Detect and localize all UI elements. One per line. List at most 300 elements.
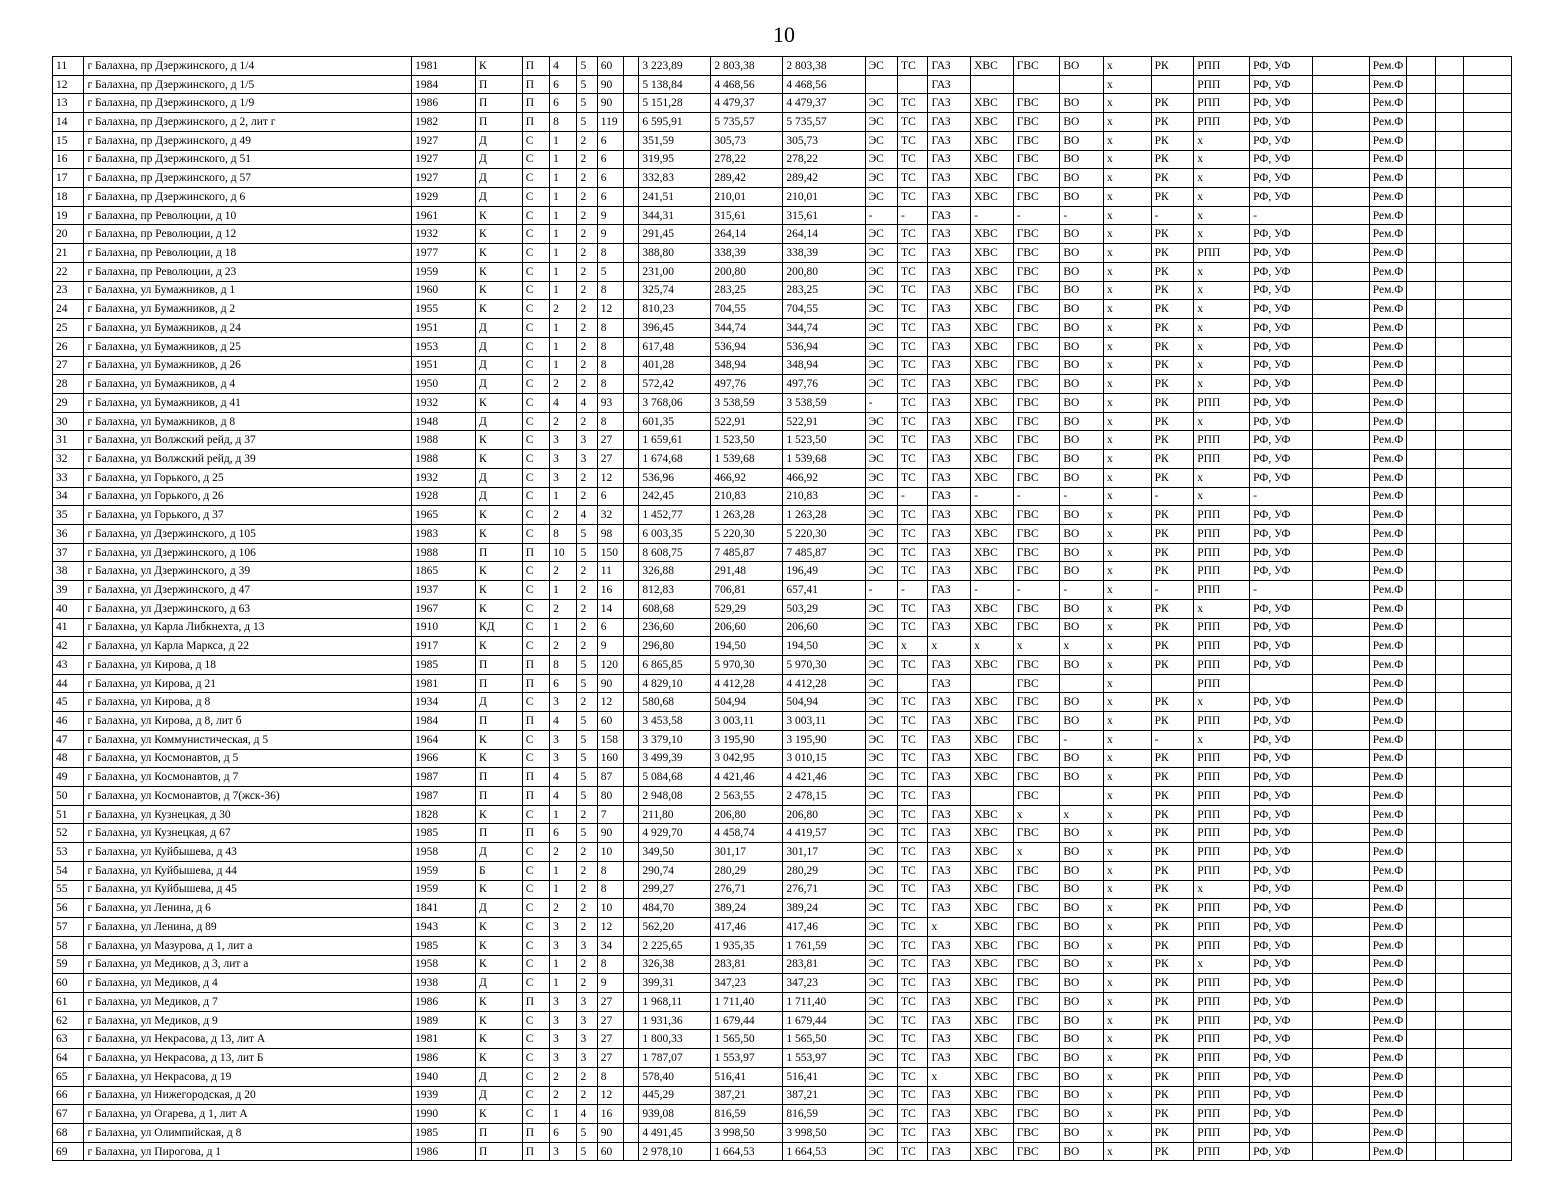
table-row	[53, 281, 1512, 300]
hot-water-cell: ГВС	[1013, 1030, 1060, 1049]
empty-cell	[1312, 749, 1369, 768]
year-cell: 1984	[412, 712, 476, 731]
electricity-cell: -	[865, 393, 897, 412]
empty-cell	[1312, 768, 1369, 787]
floors-cell: 2	[577, 244, 597, 263]
electricity-cell: ЭС	[865, 749, 897, 768]
living-area-cell: 280,29	[711, 861, 783, 880]
rf-uf-cell: РФ, УФ	[1250, 262, 1313, 281]
empty-cell	[1435, 768, 1463, 787]
empty-cell	[1407, 75, 1435, 94]
electricity-cell: ЭС	[865, 843, 897, 862]
year-cell: 1910	[412, 618, 476, 637]
empty-cell	[1312, 281, 1369, 300]
entrances-cell: 6	[550, 674, 577, 693]
address-cell: г Балахна, ул Мазурова, д 1, лит а	[84, 936, 412, 955]
empty-cell	[1312, 1142, 1369, 1161]
rf-uf-cell: -	[1250, 206, 1313, 225]
blank-cell	[624, 861, 639, 880]
address-cell: г Балахна, ул Медиков, д 4	[84, 974, 412, 993]
blank-cell	[624, 375, 639, 394]
rk-cell: РК	[1151, 431, 1194, 450]
table-row	[53, 356, 1512, 375]
empty-cell	[1435, 506, 1463, 525]
empty-cell	[1464, 861, 1512, 880]
row-number: 16	[53, 150, 84, 169]
hot-water-cell: -	[1013, 206, 1060, 225]
row-number: 68	[53, 1123, 84, 1142]
total-area-cell: 601,35	[639, 412, 711, 431]
electricity-cell: -	[865, 206, 897, 225]
type-cell: С	[522, 899, 549, 918]
drainage-cell	[1060, 674, 1104, 693]
address-cell: г Балахна, пр Революции, д 10	[84, 206, 412, 225]
blank-cell	[624, 169, 639, 188]
cold-water-cell: ХВС	[971, 300, 1014, 319]
empty-cell	[1464, 581, 1512, 600]
empty-cell	[1407, 113, 1435, 132]
entrances-cell: 1	[550, 244, 577, 263]
address-cell: г Балахна, ул Бумажников, д 1	[84, 281, 412, 300]
rpp-cell: РПП	[1194, 1086, 1250, 1105]
type-cell: С	[522, 506, 549, 525]
entrances-cell: 1	[550, 188, 577, 207]
rf-uf-cell: РФ, УФ	[1250, 918, 1313, 937]
cold-water-cell: ХВС	[971, 861, 1014, 880]
rem-f-cell: Рем.Ф	[1369, 487, 1407, 506]
entrances-cell: 1	[550, 880, 577, 899]
empty-cell	[1464, 618, 1512, 637]
rem-f-cell: Рем.Ф	[1369, 506, 1407, 525]
rk-cell: -	[1151, 581, 1194, 600]
total-area-cell: 401,28	[639, 356, 711, 375]
cold-water-cell: ХВС	[971, 319, 1014, 338]
table-row	[53, 1086, 1512, 1105]
marker-cell: х	[1103, 1030, 1151, 1049]
gas-cell: ГАЗ	[928, 431, 971, 450]
empty-cell	[1435, 562, 1463, 581]
hot-water-cell: ГВС	[1013, 674, 1060, 693]
living-area-cell: 4 412,28	[711, 674, 783, 693]
rk-cell: РК	[1151, 169, 1194, 188]
empty-cell	[1407, 375, 1435, 394]
floors-cell: 2	[577, 1067, 597, 1086]
wall-material-cell: К	[476, 637, 523, 656]
drainage-cell: ВО	[1060, 861, 1104, 880]
apartments-cell: 34	[597, 936, 623, 955]
living-area-cell: 5 735,57	[711, 113, 783, 132]
apartments-cell: 160	[597, 749, 623, 768]
blank-cell	[624, 131, 639, 150]
total-area-cell: 2 225,65	[639, 936, 711, 955]
gas-cell: ГАЗ	[928, 543, 971, 562]
rpp-cell: х	[1194, 300, 1250, 319]
empty-cell	[1312, 468, 1369, 487]
rem-f-cell: Рем.Ф	[1369, 150, 1407, 169]
type-cell: П	[522, 57, 549, 76]
rf-uf-cell: РФ, УФ	[1250, 150, 1313, 169]
marker-cell: х	[1103, 262, 1151, 281]
residential-area-cell: 206,60	[783, 618, 865, 637]
table-row	[53, 393, 1512, 412]
blank-cell	[624, 487, 639, 506]
residential-area-cell: 1 263,28	[783, 506, 865, 525]
type-cell: С	[522, 1105, 549, 1124]
table-row	[53, 656, 1512, 675]
rpp-cell: РПП	[1194, 562, 1250, 581]
type-cell: С	[522, 599, 549, 618]
apartments-cell: 9	[597, 974, 623, 993]
empty-cell	[1312, 581, 1369, 600]
year-cell: 1939	[412, 1086, 476, 1105]
rk-cell: РК	[1151, 880, 1194, 899]
blank-cell	[624, 393, 639, 412]
wall-material-cell: К	[476, 880, 523, 899]
heating-cell: х	[898, 637, 928, 656]
wall-material-cell: К	[476, 450, 523, 469]
empty-cell	[1407, 974, 1435, 993]
hot-water-cell: ГВС	[1013, 300, 1060, 319]
empty-cell	[1407, 412, 1435, 431]
hot-water-cell: ГВС	[1013, 618, 1060, 637]
table-body	[53, 57, 1512, 1161]
drainage-cell: ВО	[1060, 356, 1104, 375]
rk-cell: РК	[1151, 599, 1194, 618]
heating-cell: ТС	[898, 188, 928, 207]
row-number: 36	[53, 524, 84, 543]
table-row	[53, 843, 1512, 862]
wall-material-cell: Д	[476, 337, 523, 356]
drainage-cell: ВО	[1060, 880, 1104, 899]
drainage-cell	[1060, 787, 1104, 806]
total-area-cell: 3 379,10	[639, 730, 711, 749]
wall-material-cell: П	[476, 113, 523, 132]
blank-cell	[624, 543, 639, 562]
residential-area-cell: 194,50	[783, 637, 865, 656]
wall-material-cell: П	[476, 75, 523, 94]
cold-water-cell: ХВС	[971, 1049, 1014, 1068]
hot-water-cell: ГВС	[1013, 431, 1060, 450]
empty-cell	[1312, 1030, 1369, 1049]
floors-cell: 2	[577, 375, 597, 394]
total-area-cell: 6 865,85	[639, 656, 711, 675]
residential-area-cell: 348,94	[783, 356, 865, 375]
drainage-cell: ВО	[1060, 113, 1104, 132]
rem-f-cell: Рем.Ф	[1369, 281, 1407, 300]
wall-material-cell: П	[476, 674, 523, 693]
rk-cell: РК	[1151, 450, 1194, 469]
rk-cell: РК	[1151, 656, 1194, 675]
empty-cell	[1407, 1067, 1435, 1086]
rk-cell: РК	[1151, 618, 1194, 637]
rk-cell: РК	[1151, 57, 1194, 76]
rf-uf-cell	[1250, 674, 1313, 693]
rf-uf-cell: РФ, УФ	[1250, 57, 1313, 76]
rem-f-cell: Рем.Ф	[1369, 1105, 1407, 1124]
marker-cell: х	[1103, 356, 1151, 375]
gas-cell: ГАЗ	[928, 262, 971, 281]
living-area-cell: 4 421,46	[711, 768, 783, 787]
empty-cell	[1407, 712, 1435, 731]
drainage-cell: -	[1060, 206, 1104, 225]
empty-cell	[1464, 75, 1512, 94]
residential-area-cell: 283,81	[783, 955, 865, 974]
living-area-cell: 1 565,50	[711, 1030, 783, 1049]
living-area-cell: 816,59	[711, 1105, 783, 1124]
type-cell: С	[522, 730, 549, 749]
empty-cell	[1407, 1030, 1435, 1049]
cold-water-cell: ХВС	[971, 506, 1014, 525]
total-area-cell: 3 453,58	[639, 712, 711, 731]
address-cell: г Балахна, ул Горького, д 25	[84, 468, 412, 487]
rpp-cell: РПП	[1194, 974, 1250, 993]
wall-material-cell: П	[476, 1142, 523, 1161]
drainage-cell: ВО	[1060, 169, 1104, 188]
electricity-cell: ЭС	[865, 468, 897, 487]
year-cell: 1927	[412, 169, 476, 188]
floors-cell: 2	[577, 861, 597, 880]
wall-material-cell: К	[476, 206, 523, 225]
cold-water-cell: ХВС	[971, 468, 1014, 487]
marker-cell: х	[1103, 281, 1151, 300]
drainage-cell: ВО	[1060, 150, 1104, 169]
entrances-cell: 1	[550, 262, 577, 281]
rk-cell: РК	[1151, 262, 1194, 281]
row-number: 27	[53, 356, 84, 375]
drainage-cell: ВО	[1060, 824, 1104, 843]
address-cell: г Балахна, ул Медиков, д 3, лит а	[84, 955, 412, 974]
year-cell: 1959	[412, 880, 476, 899]
type-cell: П	[522, 543, 549, 562]
row-number: 12	[53, 75, 84, 94]
entrances-cell: 1	[550, 861, 577, 880]
empty-cell	[1407, 656, 1435, 675]
row-number: 51	[53, 805, 84, 824]
wall-material-cell: Д	[476, 843, 523, 862]
gas-cell: ГАЗ	[928, 861, 971, 880]
empty-cell	[1312, 94, 1369, 113]
empty-cell	[1464, 319, 1512, 338]
residential-area-cell: 704,55	[783, 300, 865, 319]
floors-cell: 4	[577, 1105, 597, 1124]
empty-cell	[1435, 244, 1463, 263]
year-cell: 1988	[412, 431, 476, 450]
rem-f-cell: Рем.Ф	[1369, 899, 1407, 918]
blank-cell	[624, 468, 639, 487]
total-area-cell: 332,83	[639, 169, 711, 188]
blank-cell	[624, 450, 639, 469]
address-cell: г Балахна, ул Некрасова, д 13, лит Б	[84, 1049, 412, 1068]
gas-cell: ГАЗ	[928, 899, 971, 918]
wall-material-cell: К	[476, 300, 523, 319]
empty-cell	[1312, 57, 1369, 76]
table-row	[53, 749, 1512, 768]
residential-area-cell: 210,01	[783, 188, 865, 207]
gas-cell: ГАЗ	[928, 992, 971, 1011]
empty-cell	[1407, 861, 1435, 880]
type-cell: С	[522, 225, 549, 244]
rf-uf-cell: РФ, УФ	[1250, 169, 1313, 188]
floors-cell: 2	[577, 262, 597, 281]
blank-cell	[624, 730, 639, 749]
empty-cell	[1407, 637, 1435, 656]
entrances-cell: 2	[550, 562, 577, 581]
residential-area-cell: 305,73	[783, 131, 865, 150]
type-cell: П	[522, 992, 549, 1011]
total-area-cell: 241,51	[639, 188, 711, 207]
empty-cell	[1435, 918, 1463, 937]
empty-cell	[1312, 75, 1369, 94]
heating-cell: ТС	[898, 730, 928, 749]
empty-cell	[1464, 693, 1512, 712]
heating-cell: ТС	[898, 113, 928, 132]
rk-cell: -	[1151, 487, 1194, 506]
hot-water-cell: ГВС	[1013, 281, 1060, 300]
electricity-cell: ЭС	[865, 113, 897, 132]
total-area-cell: 299,27	[639, 880, 711, 899]
apartments-cell: 12	[597, 300, 623, 319]
residential-area-cell: 280,29	[783, 861, 865, 880]
rf-uf-cell: РФ, УФ	[1250, 1086, 1313, 1105]
rpp-cell: РПП	[1194, 57, 1250, 76]
residential-area-cell: 3 003,11	[783, 712, 865, 731]
empty-cell	[1435, 730, 1463, 749]
empty-cell	[1312, 1011, 1369, 1030]
residential-area-cell: 3 195,90	[783, 730, 865, 749]
empty-cell	[1464, 1030, 1512, 1049]
empty-cell	[1407, 169, 1435, 188]
address-cell: г Балахна, ул Огарева, д 1, лит А	[84, 1105, 412, 1124]
drainage-cell: ВО	[1060, 899, 1104, 918]
year-cell: 1937	[412, 581, 476, 600]
drainage-cell: ВО	[1060, 1067, 1104, 1086]
row-number: 11	[53, 57, 84, 76]
gas-cell: ГАЗ	[928, 131, 971, 150]
entrances-cell: 1	[550, 487, 577, 506]
row-number: 54	[53, 861, 84, 880]
gas-cell: ГАЗ	[928, 843, 971, 862]
total-area-cell: 1 452,77	[639, 506, 711, 525]
table-row	[53, 375, 1512, 394]
rem-f-cell: Рем.Ф	[1369, 581, 1407, 600]
table-row	[53, 918, 1512, 937]
residential-area-cell: 497,76	[783, 375, 865, 394]
hot-water-cell: ГВС	[1013, 899, 1060, 918]
marker-cell: х	[1103, 113, 1151, 132]
drainage-cell: ВО	[1060, 262, 1104, 281]
rk-cell: РК	[1151, 1142, 1194, 1161]
rk-cell: РК	[1151, 843, 1194, 862]
type-cell: П	[522, 674, 549, 693]
rf-uf-cell: РФ, УФ	[1250, 599, 1313, 618]
blank-cell	[624, 1123, 639, 1142]
heating-cell: ТС	[898, 918, 928, 937]
address-cell: г Балахна, ул Куйбышева, д 43	[84, 843, 412, 862]
electricity-cell: ЭС	[865, 637, 897, 656]
living-area-cell: 417,46	[711, 918, 783, 937]
address-cell: г Балахна, ул Олимпийская, д 8	[84, 1123, 412, 1142]
blank-cell	[624, 319, 639, 338]
blank-cell	[624, 431, 639, 450]
marker-cell: х	[1103, 1011, 1151, 1030]
rf-uf-cell: РФ, УФ	[1250, 656, 1313, 675]
total-area-cell: 6 595,91	[639, 113, 711, 132]
heating-cell: ТС	[898, 131, 928, 150]
address-cell: г Балахна, ул Некрасова, д 19	[84, 1067, 412, 1086]
blank-cell	[624, 712, 639, 731]
rpp-cell: РПП	[1194, 244, 1250, 263]
entrances-cell: 4	[550, 768, 577, 787]
cold-water-cell: ХВС	[971, 57, 1014, 76]
type-cell: С	[522, 880, 549, 899]
rem-f-cell: Рем.Ф	[1369, 824, 1407, 843]
entrances-cell: 2	[550, 300, 577, 319]
rf-uf-cell: РФ, УФ	[1250, 824, 1313, 843]
empty-cell	[1407, 506, 1435, 525]
rem-f-cell: Рем.Ф	[1369, 1067, 1407, 1086]
living-area-cell: 5 970,30	[711, 656, 783, 675]
year-cell: 1985	[412, 1123, 476, 1142]
drainage-cell: ВО	[1060, 412, 1104, 431]
hot-water-cell: ГВС	[1013, 1142, 1060, 1161]
drainage-cell: ВО	[1060, 244, 1104, 263]
rem-f-cell: Рем.Ф	[1369, 805, 1407, 824]
marker-cell: х	[1103, 319, 1151, 338]
hot-water-cell: ГВС	[1013, 94, 1060, 113]
empty-cell	[1407, 1123, 1435, 1142]
wall-material-cell: КД	[476, 618, 523, 637]
wall-material-cell: К	[476, 992, 523, 1011]
empty-cell	[1312, 805, 1369, 824]
row-number: 38	[53, 562, 84, 581]
year-cell: 1977	[412, 244, 476, 263]
apartments-cell: 6	[597, 150, 623, 169]
address-cell: г Балахна, ул Ленина, д 89	[84, 918, 412, 937]
empty-cell	[1435, 450, 1463, 469]
empty-cell	[1407, 918, 1435, 937]
empty-cell	[1407, 468, 1435, 487]
blank-cell	[624, 113, 639, 132]
address-cell: г Балахна, пр Революции, д 23	[84, 262, 412, 281]
cold-water-cell: ХВС	[971, 918, 1014, 937]
rem-f-cell: Рем.Ф	[1369, 861, 1407, 880]
empty-cell	[1464, 1049, 1512, 1068]
type-cell: С	[522, 618, 549, 637]
empty-cell	[1464, 824, 1512, 843]
floors-cell: 2	[577, 487, 597, 506]
empty-cell	[1464, 487, 1512, 506]
empty-cell	[1464, 1105, 1512, 1124]
floors-cell: 5	[577, 674, 597, 693]
residential-area-cell: 196,49	[783, 562, 865, 581]
empty-cell	[1435, 543, 1463, 562]
apartments-cell: 60	[597, 57, 623, 76]
rk-cell: РК	[1151, 936, 1194, 955]
total-area-cell: 5 084,68	[639, 768, 711, 787]
rpp-cell: РПП	[1194, 712, 1250, 731]
empty-cell	[1464, 1067, 1512, 1086]
residential-area-cell: 504,94	[783, 693, 865, 712]
gas-cell: ГАЗ	[928, 356, 971, 375]
empty-cell	[1407, 244, 1435, 263]
entrances-cell: 3	[550, 749, 577, 768]
drainage-cell: ВО	[1060, 431, 1104, 450]
wall-material-cell: К	[476, 506, 523, 525]
total-area-cell: 344,31	[639, 206, 711, 225]
cold-water-cell: ХВС	[971, 712, 1014, 731]
apartments-cell: 8	[597, 281, 623, 300]
wall-material-cell: К	[476, 936, 523, 955]
